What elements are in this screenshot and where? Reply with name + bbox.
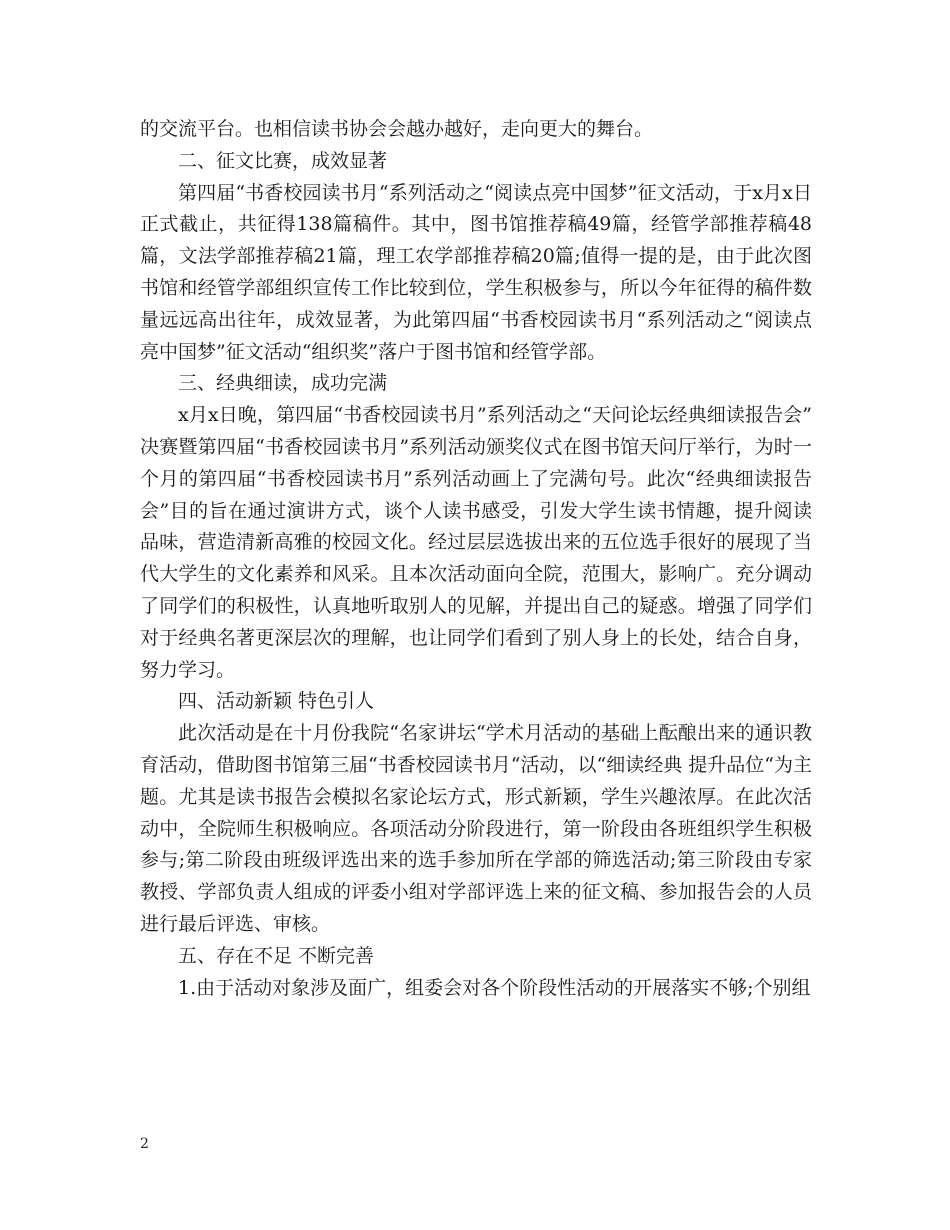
- paragraph-essay-contest: 第四届“书香校园读书月“系列活动之“阅读点亮中国梦”征文活动，于x月x日正式截止，共征得138篇稿件。其中，图书馆推荐稿49篇，经管学部推荐稿48篇，文法学部推荐稿21篇，理工农学部推荐稿20篇;值得一提的是，由于此次图书馆和经管学部组织宣传工作比较到位，学生积极参与，所以今年征得的稿件数量远远高出往年，成效显著，为此第四届“书香校园读书月“系列活动之“阅读点亮中国梦”征文活动“组织奖”落户于图书馆和经管学部。: [140, 181, 812, 363]
- section-heading-classic-reading: 三、经典细读，成功完满: [178, 372, 388, 395]
- section-heading-shortcomings: 五、存在不足 不断完善: [178, 944, 375, 967]
- section-heading-novel-activity: 四、活动新颖 特色引人: [178, 690, 375, 713]
- document-body: [140, 114, 812, 1004]
- page-number: 2: [140, 1136, 149, 1152]
- paragraph-continuation: 的交流平台。也相信读书协会会越办越好，走向更大的舞台。: [140, 118, 654, 140]
- section-heading-essay-contest: 二、征文比赛，成效显著: [178, 149, 388, 172]
- paragraph-shortcomings-1: 1.由于活动对象涉及面广，组委会对各个阶段性活动的开展落实不够;个别组: [178, 976, 811, 999]
- paragraph-novel-activity: 此次活动是在十月份我院“名家讲坛“学术月活动的基础上酝酿出来的通识教育活动，借助图书馆第三届“书香校园读书月“活动，以“细读经典 提升品位“为主题。尤其是读书报告会模拟名家论坛方式，形式新颖，学生兴趣浓厚。在此次活动中，全院师生积极响应。各项活动分阶段进行，第一阶段由各班组织学生积极参与;第二阶段由班级评选出来的选手参加所在学部的筛选活动;第三阶段由专家教授、学部负责人组成的评委小组对学部评选上来的征文稿、参加报告会的人员进行最后评选、审核。: [140, 722, 812, 935]
- paragraph-classic-reading: x月x日晚，第四届“书香校园读书月”系列活动之“天问论坛经典细读报告会”决赛暨第四届“书香校园读书月”系列活动颁奖仪式在图书馆天问厅举行，为时一个月的第四届“书香校园读书月”系列活动画上了完满句号。此次“经典细读报告会”目的旨在通过演讲方式，谈个人读书感受，引发大学生读书情趣，提升阅读品味，营造清新高雅的校园文化。经过层层选拔出来的五位选手很好的展现了当代大学生的文化素养和风采。且本次活动面向全院，范围大，影响广。充分调动了同学们的积极性，认真地听取别人的见解，并提出自己的疑惑。增强了同学们对于经典名著更深层次的理解，也让同学们看到了别人身上的长处，结合自身，努力学习。: [140, 404, 812, 681]
